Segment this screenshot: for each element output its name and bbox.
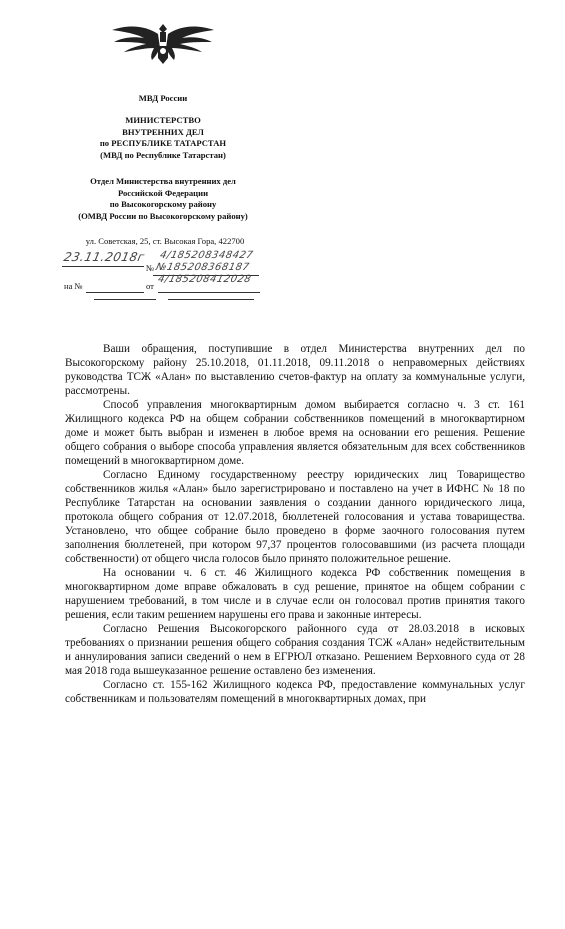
registration-underline	[168, 299, 254, 300]
from-date-underline	[158, 292, 260, 293]
body-paragraph: На основании ч. 6 ст. 46 Жилищного кодекса РФ собственник помещения в многоквартирном доме вправе обжаловать в суд решение, принятое на общем собрании с нарушением требований, в том числе и в случае если он голосовал против принятия такого решения, если таким решением нарушены его права и законные интересы.	[65, 567, 525, 621]
ministry-line: МИНИСТЕРСТВО	[125, 115, 201, 125]
ministry-line: по РЕСПУБЛИКЕ ТАТАРСТАН	[99, 138, 227, 148]
department-line: Отдел Министерства внутренних дел	[90, 176, 236, 186]
body-paragraph: Согласно Единому государственному реестру юридических лиц Товарищество собственников жилья «Алан» было зарегистрировано и поставлено на учет в ИФНС № 18 по Республике Татарстан на основании заявления о создании данного юридического лица, протокола общего собрания от 12.07.2018, бюллетеней голосования и устава товарищества. Установлено, что общее собрание было проведено в форме заочного голосования путем заполнения бюллетеней, при котором 97,37 процентов голосовавшими (из расчета площади собственности) от общего числа голосов было принято положительное решение.	[65, 469, 525, 565]
body-paragraph: Согласно Решения Высокогорского районного суда от 28.03.2018 в исковых требованиях о признании решения общего собрания создания ТСЖ «Алан» недействительным и аннулирования записи сведений о нем в ЕГРЮЛ отказано. Решением Верховного суда от 28 мая 2018 года вышеуказанное решение оставлено без изменения.	[65, 623, 525, 677]
ministry-short-name: МВД России	[138, 93, 188, 103]
department-line: по Высокогорскому району	[109, 199, 217, 209]
handwritten-number: 4/185208348427	[158, 250, 255, 261]
eagle-emblem-icon	[108, 20, 218, 68]
addressee-block-redacted	[312, 80, 540, 200]
letter-body	[65, 342, 525, 706]
body-paragraph: Согласно ст. 155-162 Жилищного кодекса РФ, предоставление коммунальных услуг собственникам и пользователям помещений в многоквартирных домах, при	[65, 679, 525, 705]
department-line: Российской Федерации	[117, 187, 209, 198]
department-name-block	[38, 176, 288, 222]
department-line: (ОМВД России по Высокогорскому району)	[78, 210, 248, 221]
date-underline	[62, 266, 144, 267]
handwritten-number: 4/185208412028	[156, 274, 253, 285]
registration-underline	[94, 299, 156, 300]
ministry-line: ВНУТРЕННИХ ДЕЛ	[122, 126, 204, 137]
ministry-name-block	[38, 115, 288, 161]
body-paragraph: Ваши обращения, поступившие в отдел Министерства внутренних дел по Высокогорскому району 25.10.2018, 01.11.2018, 09.11.2018 о неправомерных действиях руководства ТСЖ «Алан» по выставлению счетов-фактур на оплату за коммунальные услуги, рассмотрены.	[65, 343, 525, 397]
body-paragraph: Способ управления многоквартирным домом выбирается согласно ч. 3 ст. 161 Жилищного кодекса РФ на общем собрании собственников помещений в многоквартирном доме и может быть выбран и изменен в любое время на основании его решения. Решение общего собрания о выборе способа управления является обязательным для всех собственников помещений в многоквартирном доме.	[65, 399, 525, 467]
handwritten-date: 23.11.2018г	[62, 250, 147, 264]
department-address: ул. Советская, 25, ст. Высокая Гора, 422700	[85, 236, 245, 246]
ministry-line: (МВД по Республике Татарстан)	[100, 149, 226, 160]
reply-number-underline	[86, 292, 144, 293]
handwritten-number: №185208368187	[154, 262, 251, 273]
reply-number-label: на №	[64, 281, 83, 291]
number-label: №	[146, 263, 155, 273]
from-date-label: от	[146, 281, 154, 291]
